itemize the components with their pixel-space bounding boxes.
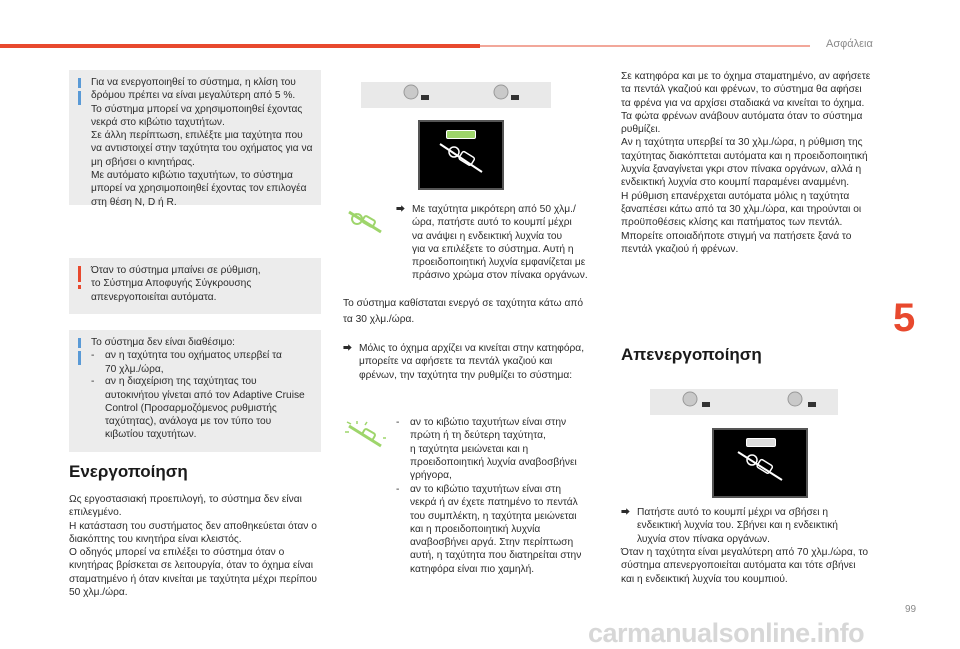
bullet-line: Πατήστε αυτό το κουμπί μέχρι να σβήσει η [637,507,829,518]
body-line: σύστημα απενεργοποιείται αυτόματα και τότε σβήνει [621,560,856,572]
dash-line: η ταχύτητα μειώνεται και η [410,443,529,455]
note-line: Το σύστημα δεν είναι διαθέσιμο: [91,337,235,348]
body-line: τα 30 χλμ./ώρα. [343,314,415,325]
deactivation-tail [621,546,891,586]
body-line: προϋποθέσεις κλίσης και πατήματος των πεντάλ. [621,217,843,229]
bullet-line: Μόλις το όχημα αρχίζει να κινείται στην κατηφόρα, [359,343,585,354]
body-line: Αν η ταχύτητα υπερβεί τα 30 χλμ./ώρα, η ρύθμιση της [621,137,863,149]
bullet-arrow-icon: ⮕ [621,507,631,517]
console-illustration-deactivation [650,389,838,415]
hill-descent-button-illustration [418,120,504,190]
dash-line: γρήγορα, [410,470,452,482]
dash-line: αν το κιβώτιο ταχυτήτων είναι στη [410,484,561,495]
info-note-conditions [69,70,321,208]
bullet-line: Με ταχύτητα μικρότερη από 50 χλμ./ [412,204,576,215]
bullet-line: μπορείτε να αφήσετε τα πεντάλ γκαζιού και [359,356,553,368]
body-line: λυχνία ξαναγίνεται γκρι στον πίνακα οργάνων, αλλά η [621,164,862,176]
info-note-availability: Το σύστημα δεν είναι διαθέσιμο: - αν η ταχύτητα του οχήματος υπερβεί τα 70 χλμ./ώρα, - αν η διαχείριση της ταχύτητας του αυτοκινήτου γίνεται από τον Adaptive Cruise Control (Προσαρμοζόμενος ρυθμιστής ταχύτητας), ανάλογα με τον τύπο του κιβωτίου ταχυτήτων. [69,330,321,452]
hill-descent-icon [714,430,806,496]
note-line: στη θέση N, D ή R. [91,196,177,208]
heading-deactivation: Απενεργοποίηση [621,345,762,364]
hill-descent-button-off-illustration [712,428,808,498]
watermark: carmanualsonline.info [588,618,865,648]
body-line: τα φρένα για να αρχίσει σταδιακά να κινείται το όχημα. [621,97,865,109]
body-line: κινητήρας βρίσκεται σε λειτουργία, όταν το όχημα είναι [69,560,313,572]
dash-line: κατηφόρα είναι πιο χαμηλή. [410,563,535,575]
green-hill-descent-icon [343,208,387,236]
note-line: αν η διαχείριση της ταχύτητας του [105,376,257,388]
dash-line: νεκρά ή αν έχετε πατημένο το πεντάλ [410,497,578,509]
page-number: 99 [905,604,917,615]
body-line: και η ενδεικτική λυχνία του κουμπιού. [621,573,788,585]
note-line: ταχύτητας), ανάλογα με τον τύπο του [105,416,272,428]
heading-activation: Ενεργοποίηση [69,462,188,481]
warning-icon-dot [78,285,81,289]
dash-line: και η προειδοποιητική λυχνία [410,523,541,535]
note-line: απενεργοποιείται αυτόματα. [91,291,217,303]
bullet-line: ώρα, πατήστε αυτό το κουμπί μέχρι [412,217,572,229]
note-line: κιβωτίου ταχυτήτων. [105,429,197,441]
bullet-line: φρένων, την ταχύτητα την ρυθμίζει το σύστημα: [359,369,573,381]
note-line: Το σύστημα μπορεί να χρησιμοποιηθεί έχοντας [91,103,303,115]
note-line: Για να ενεργοποιηθεί το σύστημα, η κλίση του [91,77,296,88]
note-line: αυτοκινήτου γίνεται από τον Adaptive Cruise [105,389,305,401]
note-line: Control (Προσαρμοζόμενος ρυθμιστής [105,402,277,414]
note-line: Όταν το σύστημα μπαίνει σε ρύθμιση, [91,265,261,276]
bullet-arrow-icon: ⮕ [343,343,353,353]
header-accent-line [480,45,810,47]
body-line: τα πεντάλ γκαζιού και φρένων, το σύστημα θα αφήσει [621,84,862,96]
body-line: Η ρύθμιση επανέρχεται αυτόματα μόλις η ταχύτητα [621,190,850,202]
body-line: Η κατάσταση του συστήματος δεν αποθηκεύεται όταν ο [69,520,317,532]
body-line: 50 χλμ./ώρα. [69,587,128,599]
note-line: 70 χλμ./ώρα, [105,363,164,375]
note-line: να αντιστοιχεί στην ταχύτητα του οχήματος για να [91,143,313,155]
body-line: διακόπτης του κινητήρα είναι κλειστός. [69,533,242,545]
hill-descent-icon [420,122,502,188]
dash-line: προειδοποιητική λυχνία αναβοσβήνει [410,456,577,468]
activation-body [69,493,329,599]
body-line: σταματημένο ή όταν κινείται με ταχύτητα μέχρι περίπου [69,573,317,585]
bullet-line: προειδοποιητική λυχνία εμφανίζεται με [412,257,586,269]
bullet-arrow-icon: ⮕ [396,204,406,214]
note-line: μη σβήσει ο κινητήρας. [91,156,195,168]
dash-line: πρώτη ή τη δεύτερη ταχύτητα, [410,430,546,442]
body-line: ταχύτητας διακόπτεται αυτόματα και η προειδοποιητική [621,150,868,162]
body-line: ενδεικτική λυχνία στο κουμπί παραμένει αναμμένη. [621,177,850,189]
body-line: Όταν η ταχύτητα είναι μεγαλύτερη από 70 χλμ./ώρα, το [621,547,869,558]
activation-speed-para [343,296,603,328]
warning-note [69,258,321,314]
body-line: Μπορείτε οποιαδήποτε στιγμή να πατήσετε ξανά το [621,230,852,242]
body-line: Ως εργοστασιακή προεπιλογή, το σύστημα δεν είναι [69,494,302,505]
section-title: Ασφάλεια [826,38,873,50]
chapter-number: 5 [893,296,916,340]
info-icon-stem [78,351,81,365]
body-line: Ο οδηγός μπορεί να επιλέξει το σύστημα όταν ο [69,547,285,559]
info-icon [78,338,81,348]
note-line: νεκρά στο κιβώτιο ταχυτήτων. [91,116,225,128]
body-line: ξαναπέσει κάτω από τα 30 χλμ./ώρα, και τηρούνται οι [621,203,862,215]
bullet-line: να ανάψει η ενδεικτική λυχνία του [412,230,563,242]
header-accent-bar [0,44,480,48]
body-line: ρυθμίζει. [621,124,661,136]
bullet-line: πράσινο χρώμα στον πίνακα οργάνων. [412,270,588,282]
note-line: το Σύστημα Αποφυγής Σύγκρουσης [91,278,252,290]
dash-line: του συμπλέκτη, η ταχύτητα μειώνεται [410,510,577,522]
air-vents-icon [361,82,551,108]
body-line: Σε κατηφόρα και με το όχημα σταματημένο, αν αφήσετε [621,71,871,82]
body-line: Τα φώτα φρένων ανάβουν αυτόματα όταν το σύστημα [621,110,863,122]
air-vents-icon [650,389,838,415]
note-line: μπορεί να χρησιμοποιηθεί έχοντας τον επιλογέα [91,183,307,195]
dash-line: αν το κιβώτιο ταχυτήτων είναι στην [410,417,567,428]
body-line: επιλεγμένο. [69,507,122,519]
note-line: Με αυτόματο κιβώτιο ταχυτήτων, το σύστημα [91,170,293,182]
info-icon-stem [78,91,81,105]
bullet-line: ενδεικτική λυχνία του. Σβήνει και η ενδεικτική [637,520,838,532]
info-icon [78,78,81,88]
warning-icon [78,266,81,282]
note-line: Σε άλλη περίπτωση, επιλέξτε μια ταχύτητα που [91,130,303,142]
note-line: αν η ταχύτητα του οχήματος υπερβεί τα [105,350,282,362]
body-line: πεντάλ γκαζιού ή φρένων. [621,243,739,255]
flashing-hill-descent-icon [343,420,387,450]
console-illustration [361,82,551,108]
bullet-line: λυχνία στον πίνακα οργάνων. [637,533,770,545]
bullet-line: για να επιλέξετε το σύστημα. Αυτή η [412,243,574,255]
body-line: Το σύστημα καθίσταται ενεργό σε ταχύτητα κάτω από [343,298,584,309]
note-line: δρόμου πρέπει να είναι μεγαλύτερη από 5 %. [91,90,296,102]
dash-line: αναβοσβήνει αργά. Στην περίπτωση [410,537,574,549]
right-body [621,70,891,256]
dash-line: αυτή, η ταχύτητα που διατηρείται στην [410,550,582,562]
